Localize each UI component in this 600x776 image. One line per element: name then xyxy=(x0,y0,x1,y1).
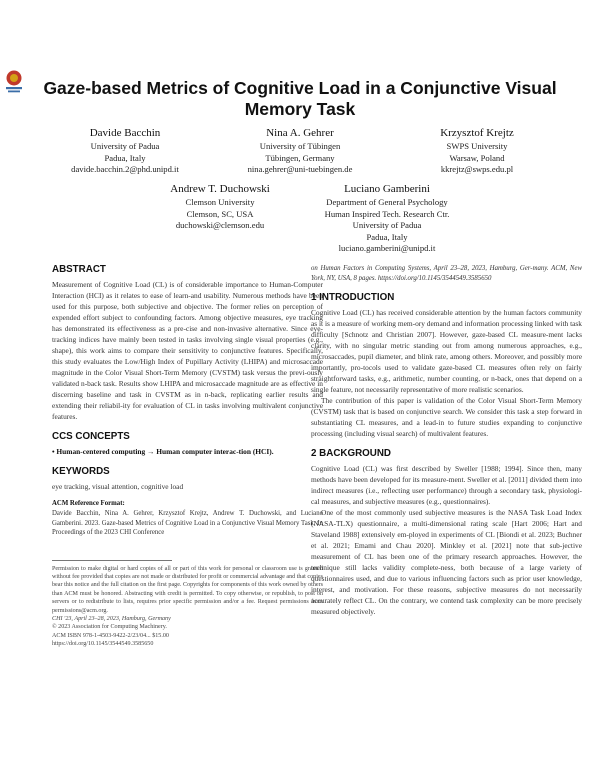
abstract-heading: ABSTRACT xyxy=(52,264,106,275)
author-duchowski xyxy=(140,182,300,232)
author-name: Luciano Gamberini xyxy=(344,183,430,195)
author-email[interactable]: nina.gehrer@uni-tuebingen.de xyxy=(247,164,353,174)
ccs-text: • Human-centered computing → Human computer interac-tion (HCI). xyxy=(52,447,274,456)
acm-ref-text: Davide Bacchin, Nina A. Gehrer, Krzysztof Krejtz, Andrew T. Duchowski, and Luciano Gamberini. 2023. Gaze-based Metrics of Cognitive Load in a Conjunctive Visual Memory Task. In Proceedings of the 2023 CHI Conference xyxy=(52,510,323,536)
author-affiliation: University of Tübingen xyxy=(259,141,341,151)
keywords-heading: KEYWORDS xyxy=(52,466,110,477)
author-location: Padua, Italy xyxy=(104,152,146,163)
badge-bar-2 xyxy=(8,91,20,93)
permission-isbn: ACM ISBN 978-1-4503-9422-2/23/04... $15.00 xyxy=(52,632,169,639)
author-center: Human Inspired Tech. Research Ctr. xyxy=(324,208,450,219)
footnote-rule xyxy=(52,560,172,561)
author-affiliation: SWPS University xyxy=(446,141,508,151)
abstract-text: Measurement of Cognitive Load (CL) is of considerable importance to Human-Computer Interaction (HCI) as it relates to ease of learn-and usability. Numerous methods have been used for this purpose, both subjective and objective. The former relies on perception of expended effort subject to confounding factors. Among objective measures, eye tracking has demonstrated its effectiveness as a pre-cise and non-invasive alternative. Since eye-tracking indices have mainly been tested in tasks involving single visual properties (e.g., shape), this work aims to compare their sensitivity to conjunctive features. Specifically, this study evaluates the Low/High Index of Pupillary Activity (LHIPA) and microsaccade magnitude in the Color Visual Short-Term Memory (CVSTM) task versus the previ-ously validated n-back task. Results show LHIPA and microsaccade magnitude are as effective in discerning baseline and task in CVSTM as in n-back, replicating earlier results and extending their reliabil-ity for evaluation of CL in tasks involving multivalent conjunctive features. xyxy=(52,280,323,421)
background-heading: 2 BACKGROUND xyxy=(311,448,392,459)
author-email[interactable]: luciano.gamberini@unipd.it xyxy=(338,243,436,253)
author-location: Padua, Italy xyxy=(366,231,408,242)
author-affiliation: University of Padua xyxy=(90,141,160,151)
intro-paragraph-1: Cognitive Load (CL) has received considerable attention by the human factors community as it is a measure of working mem-ory demand and information processing linked with task difficulty [Schnotz and Christian 2007]. However, gaze-based CL measure-ment lacks clarity, with no singular metric standing out from among numerous approaches, e.g., microsaccades, pupil diameter, and blink rate, among others. Moreover, and possibly more importantly, pro-tocols used to validate gaze-based CL measures often rely on fairly straightforward tasks, e.g., arithmetic, number counting, or n-back, ones that depend on a single feature, not necessarily representative of more realistic scenarios. xyxy=(311,308,582,394)
acm-ref-continued: on Human Factors in Computing Systems, April 23–28, 2023, Hamburg, Ger-many. ACM, New York, NY, USA, 8 pages. https://doi.org/10.1145/3544549.3585650 xyxy=(311,265,582,282)
permission-copyright: © 2023 Association for Computing Machinery. xyxy=(52,624,167,631)
permission-doi[interactable]: https://doi.org/10.1145/3544549.3585650 xyxy=(52,641,154,648)
permission-venue: CHI '23, April 23–28, 2023, Hamburg, Germany xyxy=(52,615,171,622)
author-location: Clemson, SC, USA xyxy=(186,208,254,219)
author-bacchin xyxy=(50,126,200,176)
author-gehrer xyxy=(222,126,378,176)
author-name: Andrew T. Duchowski xyxy=(170,183,270,195)
author-name: Nina A. Gehrer xyxy=(266,127,334,139)
right-column xyxy=(311,264,582,617)
badge-bar-1 xyxy=(6,87,22,89)
intro-heading: 1 INTRODUCTION xyxy=(311,292,395,303)
badge-center xyxy=(10,74,18,82)
background-paragraph-2: One of the most commonly used subjective measures is the NASA Task Load Index (NASA-TLX) questionnaire, a multi-dimensional rating scale [Hart 2006; Hart and Staveland 1988] extensively em-ployed in experiments of CL [Biondi et al. 2023; Buchner et al. 2021; Emami and Chau 2020]. Minkley et al. [2021] note that sub-jective measurement of CL has been one of the primary research approaches. However, the technique still lacks validity complete-ness, both because of a large variety of questionnaires used, and due to various influencing factors such as prior user knowledge, interest, and motivation. For these reasons, subjective measures do not necessarily accurately reflect CL. On the contrary, we contend task complexity can be more precisely measured objectively. xyxy=(311,508,582,616)
intro-paragraph-2: The contribution of this paper is validation of the Color Visual Short-Term Memory (CVSTM) task that is based on conjunctive search. We consider this task a step forward in substantiating CL measures, and a lead-in to future studies expanding to conjunctive processing (including visual search) of multivalent features. xyxy=(311,396,582,438)
author-email[interactable]: davide.bacchin.2@phd.unipd.it xyxy=(71,164,179,174)
left-column xyxy=(52,264,323,649)
keywords-text: eye tracking, visual attention, cognitive load xyxy=(52,482,184,491)
author-affiliation: Clemson University xyxy=(185,197,255,207)
background-paragraph-1: Cognitive Load (CL) was first described by Sweller [1988; 1994]. Since then, many methods have been developed for its measure-ment. Sweller et al. [2011] divided them into indirect measures (i.e., reflecting user performance) through a secondary task, physiologi-cal measures, and subjective measures (e.g., questionnaires). xyxy=(311,464,582,506)
author-email[interactable]: duchowski@clemson.edu xyxy=(175,220,265,230)
paper-title: Gaze-based Metrics of Cognitive Load in a Conjunctive Visual Memory Task xyxy=(43,78,557,119)
author-email[interactable]: kkrejtz@swps.edu.pl xyxy=(440,164,514,174)
author-affiliation: University of Padua xyxy=(352,220,422,230)
author-department: Department of General Psychology xyxy=(326,197,448,207)
acm-ref-label: ACM Reference Format: xyxy=(52,500,125,507)
ccs-heading: CCS CONCEPTS xyxy=(52,431,130,442)
author-name: Krzysztof Krejtz xyxy=(440,127,514,139)
author-name: Davide Bacchin xyxy=(89,127,161,139)
author-location: Warsaw, Poland xyxy=(449,152,505,163)
permission-text: Permission to make digital or hard copies of all or part of this work for personal or classroom use is granted without fee provided that copies are not made or distributed for profit or commercial advantage and that copies bear this notice and the full citation on the first page. Copyrights for components of this work owned by others than ACM must be honored. Abstracting with credit is permitted. To copy otherwise, or republish, to post on servers or to redistribute to lists, requires prior specific permission and/or a fee. Request permissions from permissions@acm.org. xyxy=(52,565,323,614)
author-krejtz xyxy=(402,126,552,176)
acm-badge-icon[interactable] xyxy=(3,68,25,94)
author-location: Tübingen, Germany xyxy=(265,152,335,163)
author-gamberini xyxy=(302,182,472,255)
